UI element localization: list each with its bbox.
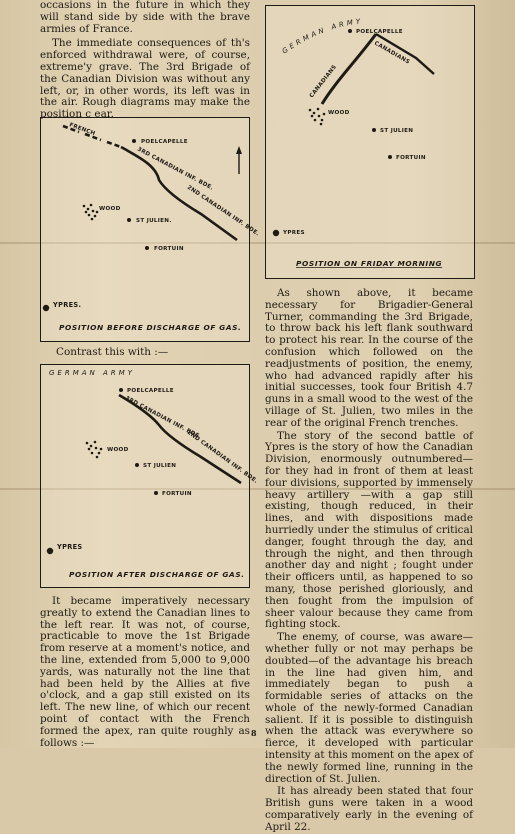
map-before-gas [40,117,261,342]
map-friday-morning [265,5,475,279]
map-title: GERMAN ARMY [49,369,135,377]
wood-label: WOOD [99,206,121,212]
map-caption: POSITION BEFORE DISCHARGE OF GAS. [59,323,242,332]
paragraph: occasions in the future in which they will stand side by side with the brave armies of France. [40,0,250,35]
ypres-label: YPRES [283,230,305,236]
second-brigade-label: 2ND CANADIAN INF. BDE. [185,184,261,238]
paragraph: The story of the second battle of Ypres is the story of how the Canadian Division, enormously outnumbered—for they had in front of them at least four divisions, supported by immensely heavy artillery —with a gap still existing, though reduced, in their lines, and with dispositions made hurriedly under the stimulus of critical danger, fought through the day, and through the night, and then through another day and night ; fought under their officers until, as happened to so many, those perished gloriously, and then fought from the impulsion of sheer valour because they came from fighting stock. [265,429,473,631]
paragraph: The enemy, of course, was aware—whether fully or not may perhaps be doubted—of the advantage his breach in the line had given him, and immediately began to push a formidable series of attacks on the whole of the newly-formed Canadian salient. If it is possible to distinguish when the attack was everywhere so fierce, it developed with particular intensity at this moment on the apex of the newly formed line, running in the direction of St. Julien. [265,631,473,785]
map-title [281,17,364,55]
ypres-label: YPRES. [53,301,82,309]
canadians-upper-label: CANADIANS [373,40,411,66]
fortuin-label: FORTUIN [162,491,192,497]
paragraph: As shown above, it became necessary for Brigadier-General Turner, commanding the 3rd Brigade, to throw back his left flank southward to protect his rear. In the course of the confusion which followed on the readjustments of position, the enemy, who had advanced rapidly after his initial successes, took four British 4.7 guns in a small wood to the west of the village of St. Julien, two miles in the rear of the original French trenches. [265,287,473,429]
french-label: FRENCH [68,122,96,138]
page-number: 8 [251,728,257,738]
fortuin-label: FORTUIN [154,246,184,252]
right-text [265,288,473,834]
third-brigade-label: 3RD CANADIAN INF. BDE. [136,146,215,192]
paragraph: The immediate consequences of th's enforced withdrawal were, of course, extreme'y grave. The 3rd Brigade of the Canadian Division was without any left, or, in other words, its left was in the air. Rough diagrams may make the position c ear. [40,37,250,121]
st-julien-label: ST JULIEN [380,128,414,134]
ypres-label: YPRES [57,543,83,551]
third-brigade-label: 3RD CANADIAN INF. BDE. [124,395,203,441]
left-text-top [40,0,250,121]
paragraph: It became imperatively necessary greatly to extend the Canadian lines to the left rear. It was not, of course, practicable to move the 1st Brigade from reserve at a moment's notice, and the line, extended from 5,000 to 9,000 yards, was naturally not the line that had been held by the Allies at five o'clock, and a gap still existed on its left. The new line, of which our recent point of contact with the French formed the apex, ran quite roughly as follows :— [40,595,250,749]
poelcapelle-label: POELCAPELLE [356,29,403,35]
paragraph: It has already been stated that four British guns were taken in a wood comparatively early in the evening of April 22. [265,785,473,833]
map-after-gas [40,364,259,588]
poelcapelle-label: POELCAPELLE [141,139,188,145]
map-caption: POSITION ON FRIDAY MORNING [296,259,443,268]
contrast-line [56,347,246,359]
wood-label: WOOD [107,447,129,453]
st-julien-label: ST JULIEN [143,463,177,469]
wood-label: WOOD [328,110,350,116]
st-julien-label: ST JULIEN. [136,218,172,224]
left-text-bottom [40,596,250,749]
fortuin-label: FORTUIN [396,155,426,161]
map-caption: POSITION AFTER DISCHARGE OF GAS. [69,570,245,579]
paragraph: Contrast this with :— [56,346,169,358]
second-brigade-label: 2ND CANADIAN INF. BDE. [185,429,259,485]
poelcapelle-label: POELCAPELLE [127,388,174,394]
map-title-text: GERMAN ARMY [280,17,364,56]
canadians-left-label: CANADIANS [308,64,339,100]
